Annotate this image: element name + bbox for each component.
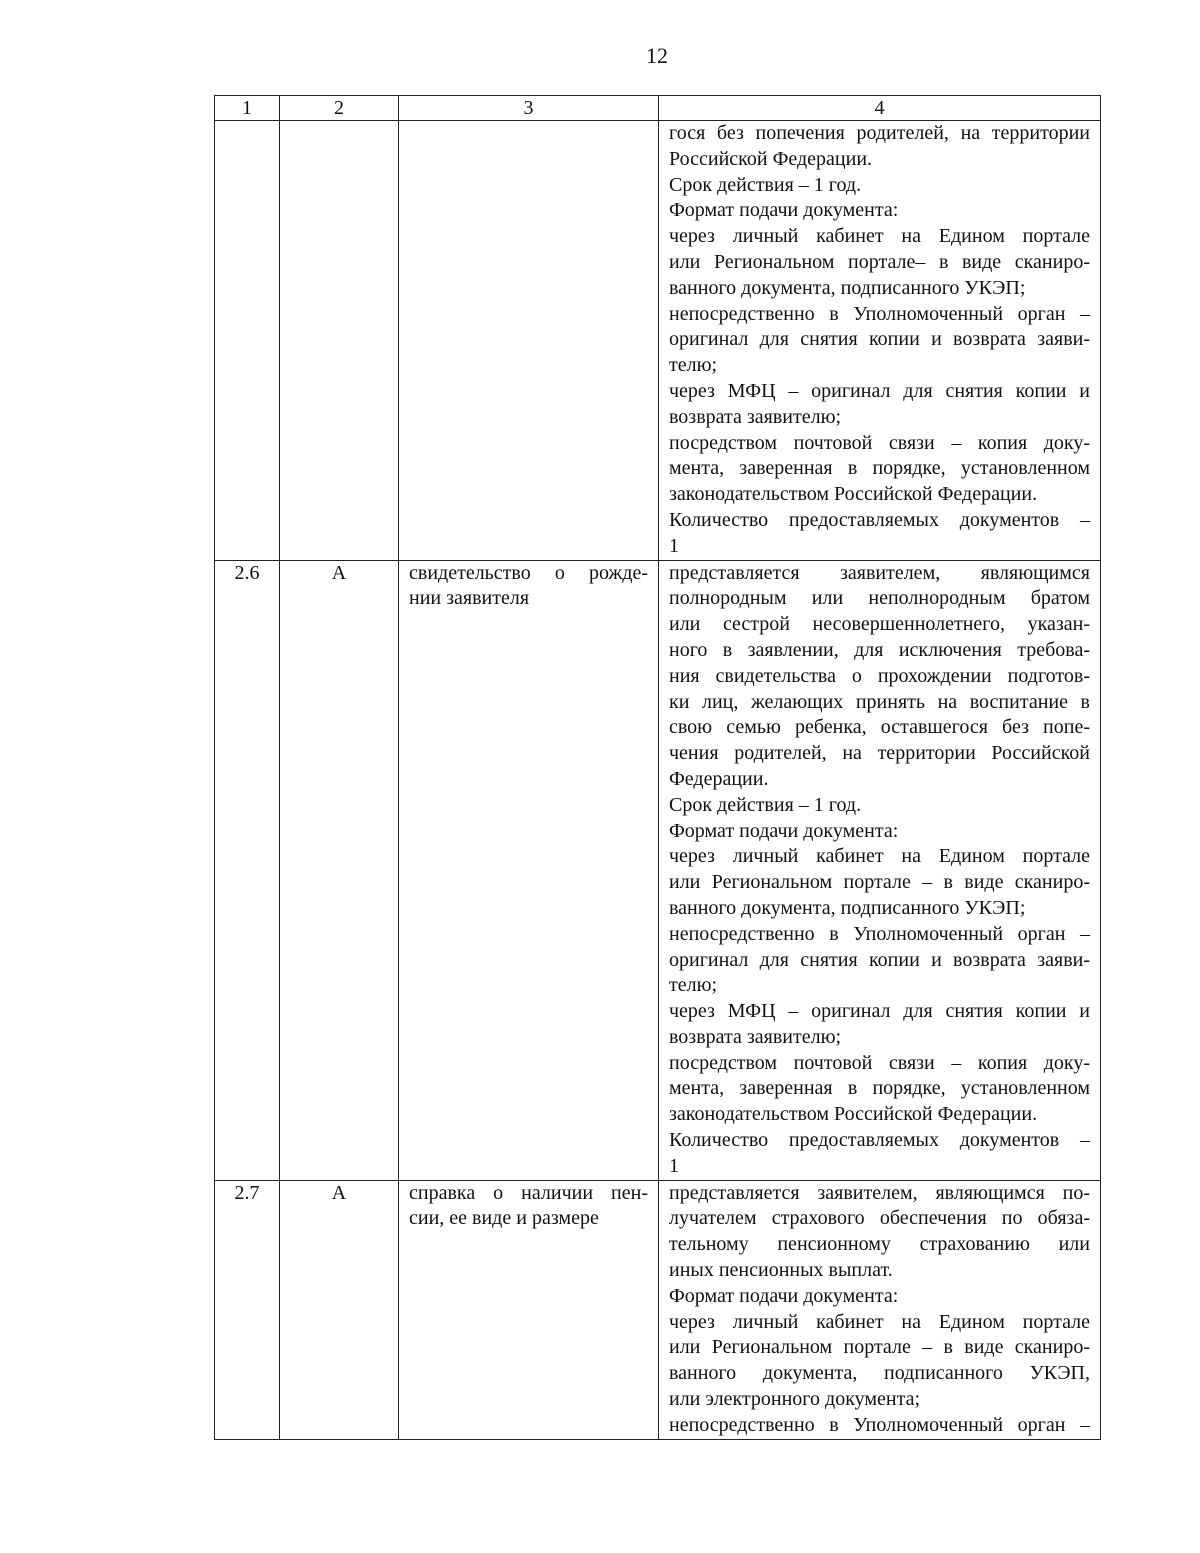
text-line: Формат подачи документа: <box>669 819 899 842</box>
text-line: законодательством Российской Федерации. <box>669 483 1038 506</box>
cell-description <box>659 1180 1101 1439</box>
text-line: нии заявителя <box>409 587 530 610</box>
text-line: возврата заявителю; <box>669 405 842 428</box>
text-line: через личный кабинет на Едином портале <box>669 845 1090 868</box>
cell-description <box>659 560 1101 1180</box>
table-row <box>215 560 1101 1180</box>
text-line: или электронного документа; <box>669 1388 921 1411</box>
cell-letter <box>280 121 399 561</box>
text-line: Срок действия – 1 год. <box>669 793 862 816</box>
text-line: посредством почтовой связи – копия доку- <box>669 1051 1090 1074</box>
column-header-4: 4 <box>659 96 1101 121</box>
text-line: 1 <box>669 1154 679 1177</box>
column-header-1: 1 <box>215 96 280 121</box>
cell-number <box>215 121 280 561</box>
text-line: Формат подачи документа: <box>669 1284 899 1307</box>
text-line: Федерации. <box>669 767 769 790</box>
cell-number: 2.6 <box>215 560 280 1180</box>
cell-description <box>659 121 1101 561</box>
text-line: или сестрой несовершеннолетнего, указан- <box>669 613 1090 636</box>
text-line: Срок действия – 1 год. <box>669 173 862 196</box>
cell-document-name <box>399 560 659 1180</box>
text-line: ного в заявлении, для исключения требова- <box>669 638 1090 661</box>
text-line: посредством почтовой связи – копия доку- <box>669 431 1090 454</box>
cell-number: 2.7 <box>215 1180 280 1439</box>
text-line: гося без попечения родителей, на территории <box>669 122 1090 144</box>
cell-document-name <box>399 121 659 561</box>
text-line: свидетельство о рожде- <box>409 561 648 584</box>
table-header-row <box>215 96 1101 121</box>
table-row <box>215 1180 1101 1439</box>
text-line: через личный кабинет на Едином портале <box>669 1310 1090 1333</box>
text-line: телю; <box>669 974 718 997</box>
text-line: тельному пенсионному страхованию или <box>669 1233 1090 1256</box>
text-line: мента, заверенная в порядке, установленном <box>669 1077 1090 1100</box>
document-table <box>214 95 1101 1440</box>
text-line: ванного документа, подписанного УКЭП, <box>669 1362 1090 1385</box>
cell-letter: А <box>280 1180 399 1439</box>
text-line: оригинал для снятия копии и возврата заяви- <box>669 328 1090 351</box>
text-line: сии, ее виде и размере <box>409 1207 599 1230</box>
text-line: лучателем страхового обеспечения по обяза- <box>669 1207 1090 1230</box>
text-line: свою семью ребенка, оставшегося без попе- <box>669 716 1090 739</box>
text-line: телю; <box>669 354 718 377</box>
text-line: возврата заявителю; <box>669 1025 842 1048</box>
text-line: 1 <box>669 534 679 557</box>
text-line: непосредственно в Уполномоченный орган – <box>669 922 1090 945</box>
text-line: Количество предоставляемых документов – <box>669 1129 1090 1152</box>
text-line: или Региональном портале – в виде сканиро- <box>669 871 1090 894</box>
text-line: ки лиц, желающих принять на воспитание в <box>669 690 1090 713</box>
text-line: иных пенсионных выплат. <box>669 1259 893 1282</box>
text-line: Российской Федерации. <box>669 147 873 170</box>
text-line: представляется заявителем, являющимся <box>669 561 1090 584</box>
text-line: непосредственно в Уполномоченный орган – <box>669 302 1090 325</box>
column-header-2: 2 <box>280 96 399 121</box>
text-line: ванного документа, подписанного УКЭП; <box>669 276 1026 299</box>
cell-document-name <box>399 1180 659 1439</box>
text-line: представляется заявителем, являющимся по- <box>669 1181 1090 1204</box>
text-line: ванного документа, подписанного УКЭП; <box>669 896 1026 919</box>
text-line: через МФЦ – оригинал для снятия копии и <box>669 379 1090 402</box>
text-line: Формат подачи документа: <box>669 199 899 222</box>
text-line: ния свидетельства о прохождении подготов- <box>669 664 1090 687</box>
text-line: через МФЦ – оригинал для снятия копии и <box>669 1000 1090 1023</box>
text-line: чения родителей, на территории Российской <box>669 742 1090 765</box>
text-line: законодательством Российской Федерации. <box>669 1103 1038 1126</box>
text-line: справка о наличии пен- <box>409 1181 648 1204</box>
text-line: или Региональном портале– в виде сканиро- <box>669 250 1090 273</box>
text-line: через личный кабинет на Едином портале <box>669 225 1090 248</box>
text-line: полнородным или неполнородным братом <box>669 587 1090 610</box>
text-line: непосредственно в Уполномоченный орган – <box>669 1413 1090 1436</box>
text-line: или Региональном портале – в виде сканиро- <box>669 1336 1090 1359</box>
page-number: 12 <box>646 43 668 68</box>
text-line: мента, заверенная в порядке, установленном <box>669 457 1090 480</box>
column-header-3: 3 <box>399 96 659 121</box>
text-line: оригинал для снятия копии и возврата заяви- <box>669 948 1090 971</box>
cell-letter: А <box>280 560 399 1180</box>
table-row-continuation <box>215 121 1101 561</box>
text-line: Количество предоставляемых документов – <box>669 508 1090 531</box>
